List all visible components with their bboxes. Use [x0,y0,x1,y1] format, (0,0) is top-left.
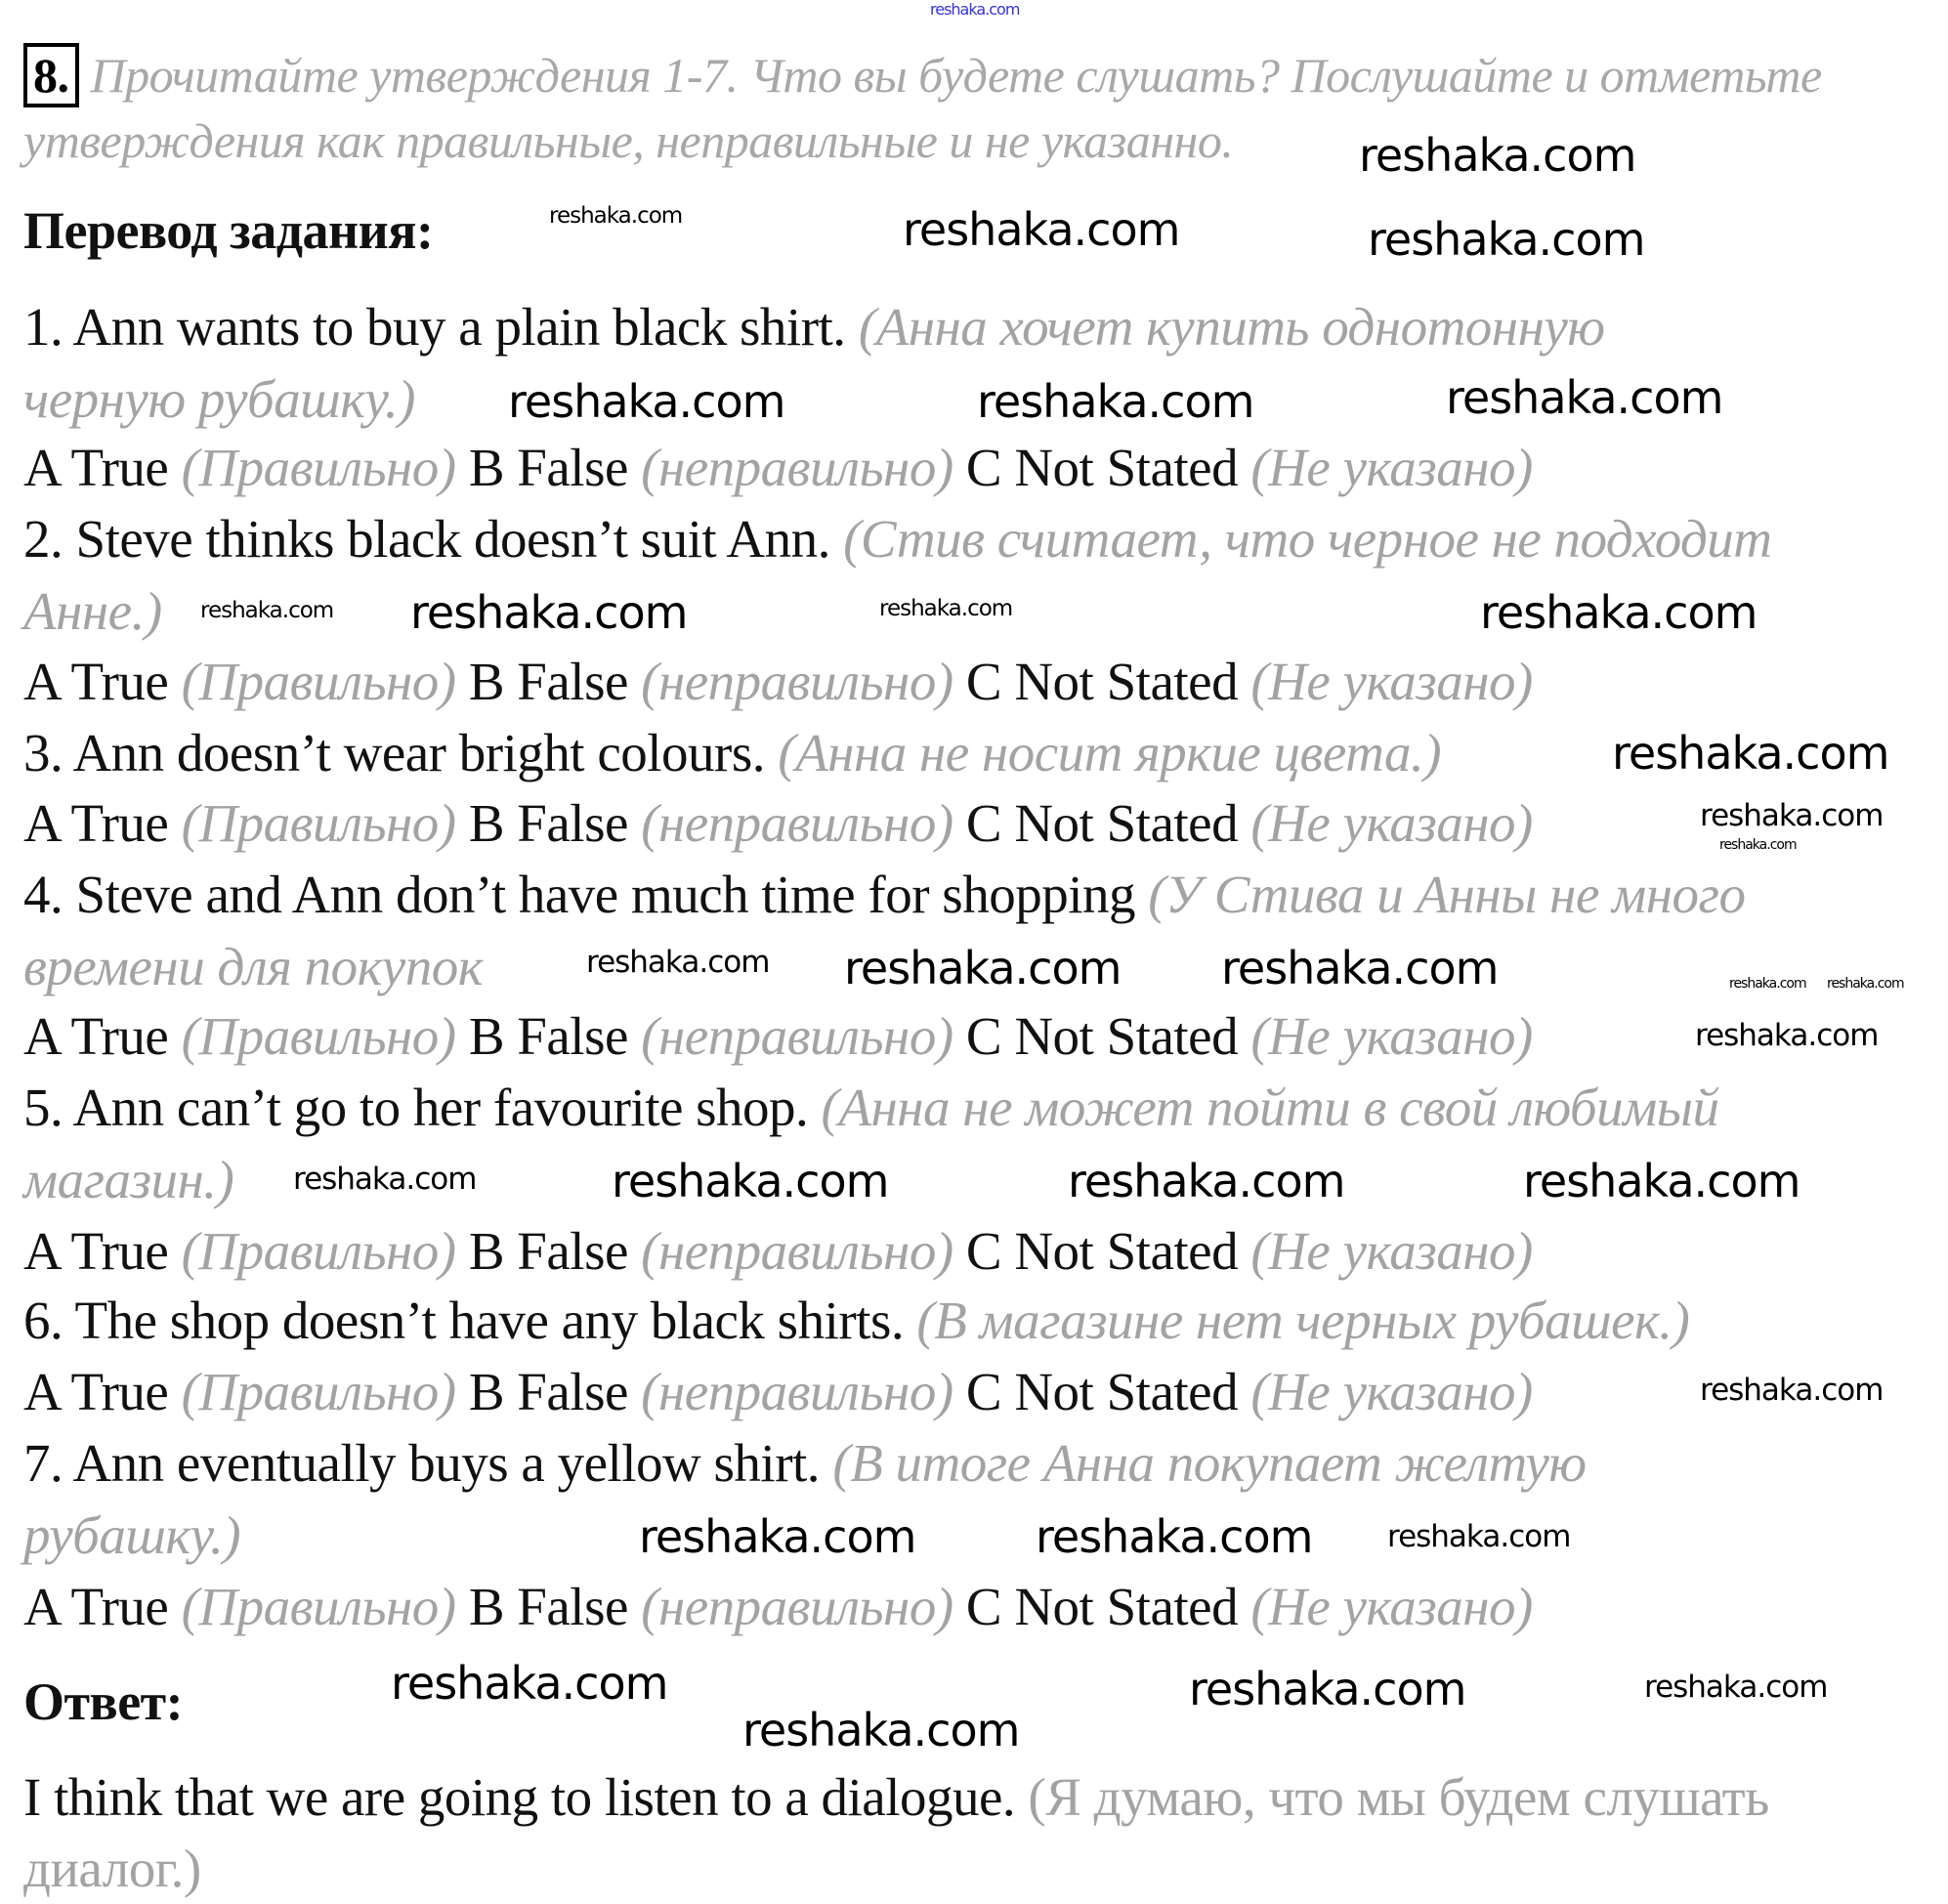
option-b: B False [468,1006,628,1066]
statement-translation: (В магазине нет черных рубашек.) [916,1290,1690,1350]
watermark: reshaka.com [410,586,688,639]
option-a-translation: (Правильно) [181,1577,456,1636]
watermark: reshaka.com [1612,727,1889,780]
option-a-translation: (Правильно) [181,1006,456,1066]
answer-text [23,1762,1769,1833]
option-b: B False [468,1221,628,1281]
answer-sentence: I think that we are going to listen to a dialogue. [23,1767,1016,1827]
answer-heading: Ответ: [23,1672,184,1731]
option-c: C Not Stated [965,1006,1239,1066]
statement-text: 6. The shop doesn’t have any black shirts. [23,1290,905,1350]
statement-translation: черную рубашку.) [23,369,415,429]
watermark: reshaka.com [977,375,1254,428]
watermark: reshaka.com [200,598,334,623]
option-a: A True [23,1577,169,1636]
statement-text: 4. Steve and Ann don’t have much time for shopping [23,865,1135,924]
options-6 [23,1357,1533,1427]
answer-translation: диалог.) [23,1839,201,1898]
option-c: C Not Stated [965,652,1239,711]
watermark: reshaka.com [586,945,770,980]
option-c-translation: (Не указано) [1250,438,1533,497]
task-instruction [23,40,1822,110]
statement-1 [23,292,1605,362]
watermark: reshaka.com [1700,798,1884,833]
statement-3 [23,718,1441,788]
statement-translation: времени для покупок [23,937,483,996]
watermark: reshaka.com [742,1704,1020,1756]
watermark: reshaka.com [1368,213,1645,266]
option-a-translation: (Правильно) [181,438,456,497]
watermark: reshaka.com [1480,586,1757,639]
option-b-translation: (неправильно) [641,1577,953,1636]
statement-text: 1. Ann wants to buy a plain black shirt. [23,297,846,357]
option-b: B False [468,438,628,497]
option-b-translation: (неправильно) [641,1362,953,1421]
watermark: reshaka.com [639,1510,916,1563]
option-c: C Not Stated [965,438,1239,497]
option-a-translation: (Правильно) [181,1362,456,1421]
statement-text: 7. Ann eventually buys a yellow shirt. [23,1433,821,1493]
statement-translation: магазин.) [23,1150,234,1209]
watermark: reshaka.com [1387,1519,1571,1554]
option-a: A True [23,1221,169,1281]
watermark: reshaka.com [612,1155,889,1207]
options-3 [23,788,1533,859]
option-c-translation: (Не указано) [1250,1362,1533,1421]
watermark: reshaka.com [1221,942,1499,994]
statement-5 [23,1073,1719,1143]
option-c: C Not Stated [965,793,1239,853]
watermark: reshaka.com [1036,1510,1313,1563]
watermark: reshaka.com [1446,371,1723,424]
option-a: A True [23,1362,169,1421]
option-c: C Not Stated [965,1577,1239,1636]
options-4 [23,1001,1533,1072]
option-b: B False [468,793,628,853]
option-c-translation: (Не указано) [1250,1006,1533,1066]
watermark: reshaka.com [1827,976,1904,992]
watermark: reshaka.com [391,1657,668,1710]
statement-translation: Анне.) [23,581,162,641]
option-b-translation: (неправильно) [641,793,953,853]
statement-translation: (Анна не носит яркие цвета.) [778,723,1442,783]
option-b: B False [468,1577,628,1636]
option-a: A True [23,1006,169,1066]
answer-translation: (Я думаю, что мы будем слушать [1028,1767,1769,1827]
option-b: B False [468,652,628,711]
instruction-line-1: Прочитайте утверждения 1-7. Что вы будете слушать? Послушайте и отметьте [90,48,1822,103]
statement-translation: (Стив считает, что черное не подходит [843,509,1772,569]
watermark: reshaka.com [1359,129,1636,182]
option-c: C Not Stated [965,1362,1239,1421]
instruction-line-2: утверждения как правильные, неправильные и не указанно. [23,113,1234,168]
watermark: reshaka.com [293,1162,477,1197]
option-a-translation: (Правильно) [181,1221,456,1281]
watermark: reshaka.com [549,203,683,229]
watermark: reshaka.com [879,596,1013,621]
task-number: 8. [23,43,79,107]
option-a: A True [23,793,169,853]
option-b-translation: (неправильно) [641,1006,953,1066]
statement-translation: (У Стива и Анны не много [1148,865,1746,924]
statement-translation: (В итоге Анна покупает желтую [832,1433,1587,1493]
watermark: reshaka.com [1700,1373,1884,1408]
options-7 [23,1572,1533,1642]
option-b-translation: (неправильно) [641,1221,953,1281]
statement-translation: рубашку.) [23,1505,241,1565]
statement-translation: (Анна не может пойти в свой любимый [821,1078,1719,1137]
statement-4 [23,860,1745,930]
watermark: reshaka.com [1695,1018,1879,1053]
translation-heading: Перевод задания: [23,201,434,260]
option-c-translation: (Не указано) [1250,652,1533,711]
option-b: B False [468,1362,628,1421]
option-a: A True [23,438,169,497]
statement-6 [23,1286,1689,1356]
option-b-translation: (неправильно) [641,438,953,497]
watermark: reshaka.com [1644,1670,1828,1705]
watermark: reshaka.com [1719,837,1797,853]
watermark: reshaka.com [1189,1663,1466,1715]
option-a: A True [23,652,169,711]
statement-7 [23,1428,1587,1499]
watermark: reshaka.com [1068,1155,1345,1207]
statement-text: 3. Ann doesn’t wear bright colours. [23,723,765,783]
watermark: reshaka.com [903,203,1180,256]
watermark: reshaka.com [508,375,785,428]
option-c-translation: (Не указано) [1250,793,1533,853]
option-a-translation: (Правильно) [181,652,456,711]
watermark: reshaka.com [844,942,1122,994]
statement-text: 5. Ann can’t go to her favourite shop. [23,1078,809,1137]
watermark: reshaka.com [1523,1155,1800,1207]
statement-text: 2. Steve thinks black doesn’t suit Ann. [23,509,830,569]
option-c: C Not Stated [965,1221,1239,1281]
option-b-translation: (неправильно) [641,652,953,711]
options-5 [23,1216,1533,1287]
options-1 [23,433,1533,503]
option-c-translation: (Не указано) [1250,1577,1533,1636]
statement-translation: (Анна хочет купить однотонную [858,297,1605,357]
option-a-translation: (Правильно) [181,793,456,853]
option-c-translation: (Не указано) [1250,1221,1533,1281]
watermark: reshaka.com [930,0,1020,19]
options-2 [23,647,1533,717]
statement-2 [23,504,1772,574]
watermark: reshaka.com [1729,976,1806,992]
